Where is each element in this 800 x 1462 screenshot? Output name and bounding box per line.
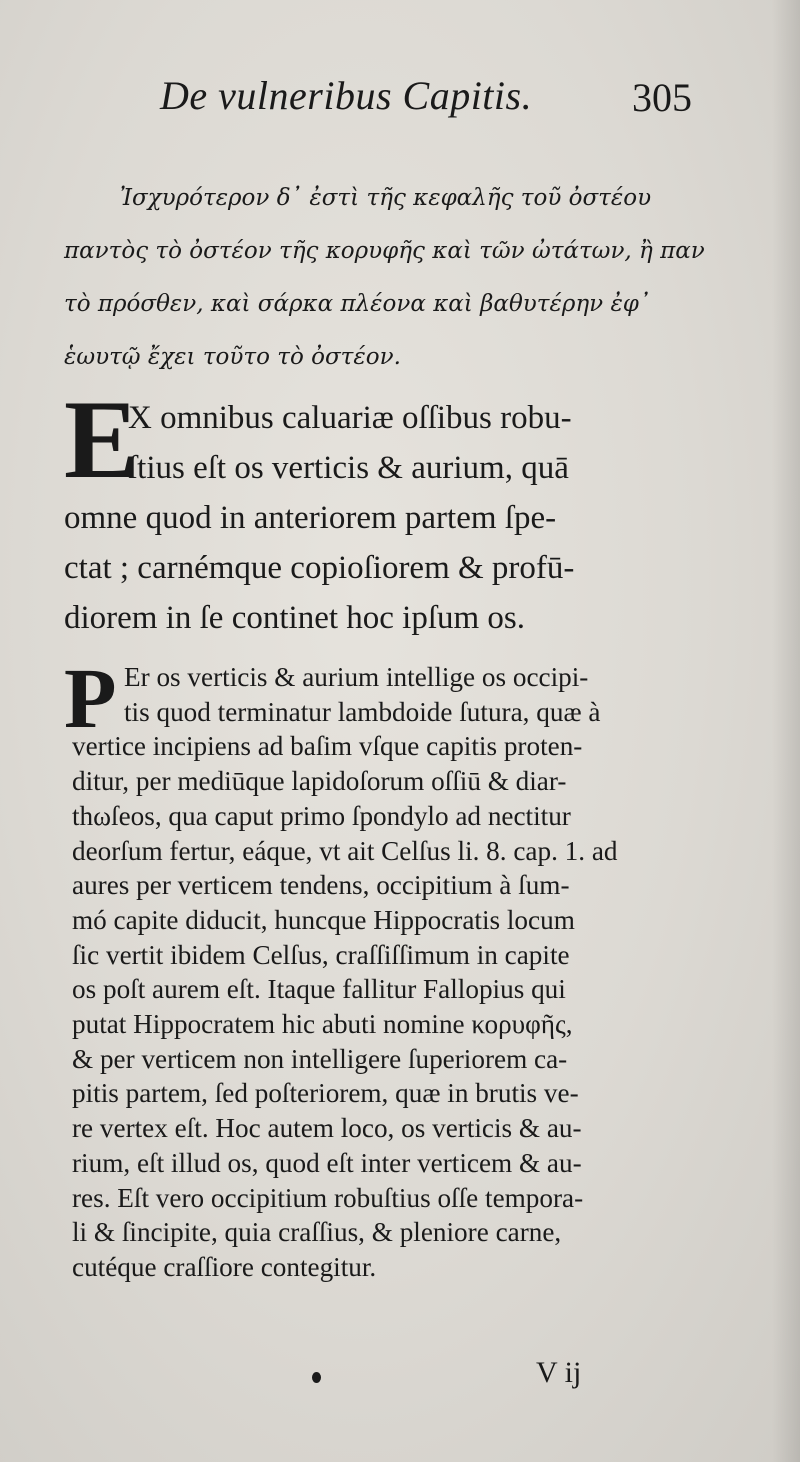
greek-line: τὸ πρόσθεν, καὶ σάρκα πλέονα καὶ βαθυτέρην ἐφ᾽	[64, 291, 651, 317]
greek-line: ἑωυτῷ ἔχει τοῦτο τὸ ὀστέον.	[64, 344, 401, 370]
greek-quotation	[64, 172, 714, 384]
commentary-line: ditur, per mediūque lapidoſorum oſſiū & diar-	[72, 766, 567, 797]
commentary-line: mó capite diducit, huncque Hippocratis locum	[72, 904, 575, 935]
greek-line: Ἰσχυρότερον δ᾽ ἐστὶ τῆς κεφαλῆς τοῦ ὀστέου	[120, 185, 652, 211]
commentary-line: Er os verticis & aurium intellige os occipi-	[124, 662, 589, 692]
lead-line: omne quod in anteriorem partem ſpe-	[64, 500, 557, 536]
commentary-line: thωſeos, qua caput primo ſpondylo ad nectitur	[72, 800, 571, 831]
lead-line: diorem in ſe continet hoc ipſum os.	[64, 600, 526, 636]
lead-paragraph	[64, 378, 714, 643]
commentary-line: li & ſincipite, quia craſſius, & pleniore carne,	[72, 1217, 562, 1248]
commentary-line: putat Hippocratem hic abuti nomine κορυφῆς,	[72, 1009, 573, 1040]
lead-line: ctat ; carnémque copioſiorem & profū-	[64, 550, 575, 586]
ink-dot	[312, 1372, 321, 1383]
commentary-paragraph	[72, 660, 722, 1285]
signature-mark: V ij	[536, 1356, 582, 1389]
lead-line: ſtius eſt os verticis & aurium, quā	[128, 450, 569, 486]
running-title: De vulneribus Capitis.	[160, 73, 533, 118]
page-edge-shadow	[772, 0, 800, 1462]
greek-line: παντὸς τὸ ὀστέον τῆς κορυφῆς καὶ τῶν ὠτάτων, ἢ παν	[64, 238, 705, 264]
commentary-line: res. Eſt vero occipitium robuſtius oſſe tempora-	[72, 1182, 584, 1213]
commentary-line: ſic vertit ibidem Celſus, craſſiſſimum in capite	[72, 939, 570, 970]
commentary-line: pitis partem, ſed poſteriorem, quæ in brutis ve-	[72, 1078, 579, 1109]
commentary-line: cutéque craſſiore contegitur.	[72, 1251, 377, 1282]
lead-line: X omnibus caluariæ oſſibus robu-	[128, 400, 572, 436]
commentary-line: vertice incipiens ad baſim vſque capitis proten-	[72, 731, 583, 762]
drop-cap-initial-p: P	[64, 650, 117, 746]
commentary-line: rium, eſt illud os, quod eſt inter verticem & au-	[72, 1147, 582, 1178]
page-number: 305	[632, 75, 692, 120]
commentary-line: deorſum fertur, eáque, vt ait Celſus li. 8. cap. 1. ad	[72, 835, 618, 866]
commentary-line: tis quod terminatur lambdoide ſutura, quæ à	[124, 696, 601, 727]
commentary-line: os poſt aurem eſt. Itaque fallitur Fallopius qui	[72, 974, 566, 1005]
commentary-line: re vertex eſt. Hoc autem loco, os verticis & au-	[72, 1113, 582, 1144]
commentary-line: & per verticem non intelligere ſuperiorem ca-	[72, 1043, 568, 1074]
drop-cap-initial-e: E	[64, 378, 139, 502]
commentary-line: aures per verticem tendens, occipitium à ſum-	[72, 870, 570, 901]
